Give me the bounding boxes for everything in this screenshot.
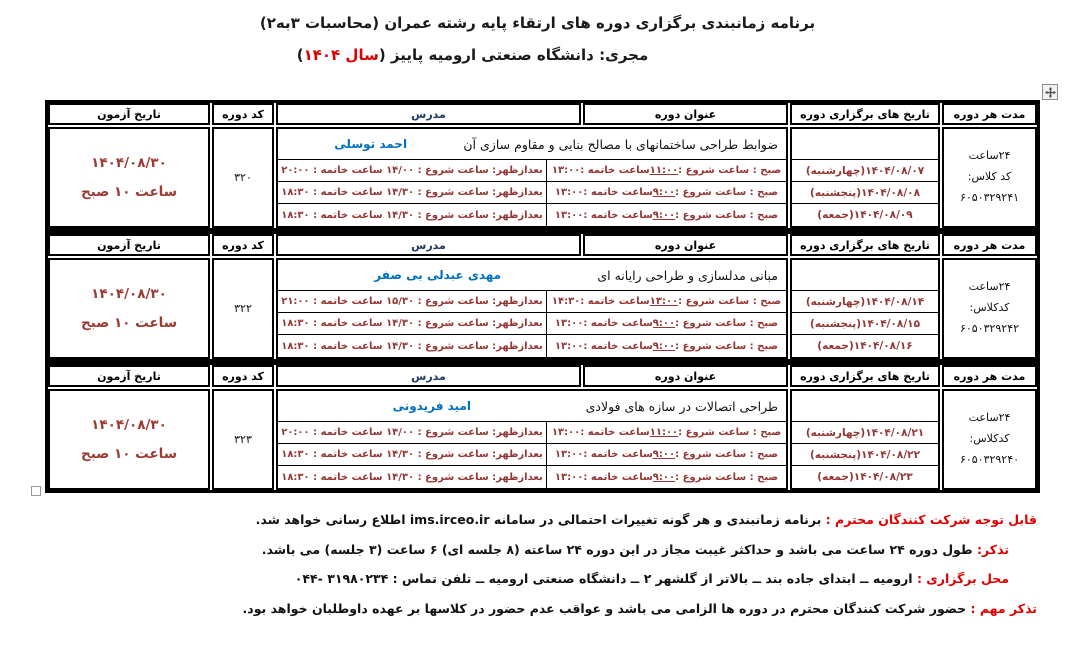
portal-domain: ims.irceo.ir: [409, 512, 490, 527]
morning-end-time: ۱۳:۰۰: [554, 187, 584, 198]
dates-cell: [790, 389, 940, 490]
exam-time: ساعت ۱۰ صبح: [80, 445, 178, 462]
course-block-1: [45, 100, 1040, 231]
morning-start-time: ۹:۰۰: [652, 449, 676, 460]
morning-start-time: ۱۱:۰۰: [649, 427, 679, 438]
morning-start-time: ۹:۰۰: [652, 187, 676, 198]
note-label: قابل توجه شرکت کنندگان محترم :: [825, 512, 1037, 527]
session-date: ۱۴۰۴/۰۸/۱۶(جمعه): [817, 340, 913, 352]
session-date: ۱۴۰۴/۰۸/۲۲(پنجشنبه): [792, 444, 938, 466]
table-resize-handle[interactable]: [31, 486, 41, 496]
header-dates: تاریخ های برگزاری دوره: [790, 365, 940, 387]
exam-time: ساعت ۱۰ صبح: [80, 183, 178, 200]
class-code-label: کدکلاس:: [969, 432, 1010, 446]
duration-cell: [942, 258, 1037, 359]
footer-notes: [37, 505, 1037, 623]
header-course-code: کد دوره: [212, 365, 274, 387]
morning-schedule: صبح : ساعت شروع : ۹:۰۰ ساعت خاتمه : ۱۳:۰۰: [546, 313, 786, 334]
table-move-handle-icon[interactable]: [1042, 84, 1058, 100]
header-course-code: کد دوره: [212, 234, 274, 256]
header-course-title: عنوان دوره: [583, 234, 788, 256]
morning-end-time: ۱۳:۰۰: [551, 427, 581, 438]
class-code-label: کدکلاس:: [969, 301, 1010, 315]
course-title: طراحی اتصالات در سازه های فولادی: [585, 398, 778, 414]
course-title: مبانی مدلسازی و طراحی رایانه ای: [597, 267, 778, 283]
header-duration: مدت هر دوره: [942, 234, 1037, 256]
exam-date: ۱۴۰۴/۰۸/۳۰: [91, 155, 167, 172]
morning-end-time: ۱۳:۰۰: [554, 318, 584, 329]
afternoon-schedule: بعدازظهر: ساعت شروع : ۱۴/۳۰ ساعت خاتمه : ۱۸:۳۰: [281, 449, 543, 460]
morning-end-time: ۱۳:۰۰: [554, 449, 584, 460]
header-exam-date: تاریخ آزمون: [48, 365, 210, 387]
morning-end-time: ۱۳:۰۰: [554, 471, 584, 483]
exam-date: ۱۴۰۴/۰۸/۳۰: [91, 286, 167, 303]
morning-start-time: ۹:۰۰: [652, 318, 676, 329]
header-duration: مدت هر دوره: [942, 103, 1037, 125]
morning-schedule: صبح : ساعت شروع : ۹:۰۰ ساعت خاتمه : ۱۳:۰۰: [546, 182, 786, 203]
dates-spacer: [792, 391, 938, 422]
course-code-cell: ۳۲۳: [212, 389, 274, 490]
session-date: ۱۴۰۴/۰۸/۲۱(چهارشنبه): [792, 422, 938, 444]
subtitle-year: سال ۱۴۰۴: [303, 46, 379, 64]
morning-schedule: صبح : ساعت شروع : ۹:۰۰ ساعت خاتمه : ۱۳:۰۰: [546, 466, 786, 488]
exam-date: ۱۴۰۴/۰۸/۳۰: [91, 417, 167, 434]
class-code: ۶۰۵۰۳۲۹۲۴۲: [959, 321, 1020, 335]
course-block-2: [45, 231, 1040, 362]
dates-cell: [790, 258, 940, 359]
instructor-name: امید فریدونی: [392, 399, 471, 413]
note-attention: قابل توجه شرکت کنندگان محترم : برنامه زمانبندی و هر گونه تغییرات احتمالی در سامانه ims.irceo.ir اطلاع رسانی خواهد شد.: [255, 512, 1037, 527]
morning-end-time: ۱۳:۰۰: [554, 209, 584, 221]
exam-date-cell: [48, 127, 210, 228]
session-date: ۱۴۰۴/۰۸/۱۴(چهارشنبه): [792, 291, 938, 313]
header-course-code: کد دوره: [212, 103, 274, 125]
header-instructor: مدرس: [276, 365, 581, 387]
page-title: برنامه زمانبندی برگزاری دوره های ارتقاء پایه رشته عمران (محاسبات ۳به۲): [259, 14, 816, 32]
header-dates: تاریخ های برگزاری دوره: [790, 234, 940, 256]
afternoon-schedule: بعدازظهر: ساعت شروع : ۱۴/۳۰ ساعت خاتمه : ۱۸:۳۰: [281, 471, 543, 483]
morning-schedule: صبح : ساعت شروع : ۹:۰۰ ساعت خاتمه : ۱۳:۰۰: [546, 444, 786, 465]
session-date: ۱۴۰۴/۰۸/۰۸(پنجشنبه): [792, 182, 938, 204]
morning-schedule: صبح : ساعت شروع : ۱۱:۰۰ ساعت خاتمه : ۱۳:۰۰: [546, 160, 786, 181]
course-code-cell: ۳۲۲: [212, 258, 274, 359]
note-important: تذکر مهم : حضور شرکت کنندگان محترم در دوره ها الزامی می باشد و عواقب عدم حضور در کلاسها بر عهده داوطلبان خواهد بود.: [242, 600, 1037, 616]
header-duration: مدت هر دوره: [942, 365, 1037, 387]
morning-start-time: ۹:۰۰: [652, 471, 676, 483]
morning-end-time: ۱۳:۰۰: [554, 340, 584, 352]
subtitle-close: ): [296, 46, 304, 64]
afternoon-schedule: بعدازظهر: ساعت شروع : ۱۴/۳۰ ساعت خاتمه : ۱۸:۳۰: [281, 187, 543, 198]
morning-end-time: ۱۳:۰۰: [551, 165, 581, 176]
morning-schedule: صبح : ساعت شروع : ۹:۰۰ ساعت خاتمه : ۱۳:۰۰: [546, 335, 786, 357]
note-label: تذکر:: [977, 541, 1009, 557]
session-date: ۱۴۰۴/۰۸/۰۷(چهارشنبه): [792, 160, 938, 182]
course-main-cell: [276, 258, 788, 359]
header-course-title: عنوان دوره: [583, 103, 788, 125]
course-main-cell: [276, 127, 788, 228]
duration-cell: [942, 127, 1037, 228]
course-title: ضوابط طراحی ساختمانهای با مصالح بنایی و مقاوم سازی آن: [463, 136, 778, 152]
class-code-label: کد کلاس:: [967, 170, 1012, 184]
afternoon-schedule: بعدازظهر: ساعت شروع : ۱۴/۰۰ ساعت خاتمه : ۲۰:۰۰: [281, 427, 543, 438]
afternoon-schedule: بعدازظهر: ساعت شروع : ۱۵/۳۰ ساعت خاتمه : ۲۱:۰۰: [281, 296, 543, 307]
course-block-3: [45, 362, 1040, 493]
exam-date-cell: [48, 389, 210, 490]
afternoon-schedule: بعدازظهر: ساعت شروع : ۱۴/۰۰ ساعت خاتمه : ۲۰:۰۰: [281, 165, 543, 176]
morning-start-time: ۱۳:۰۰: [649, 296, 679, 307]
session-date: ۱۴۰۴/۰۸/۱۵(پنجشنبه): [792, 313, 938, 335]
schedule-table: [45, 100, 1040, 493]
dates-cell: [790, 127, 940, 228]
note-venue: محل برگزاری : ارومیه ــ ابتدای جاده بند ــ بالاتر از گلشهر ۲ ــ دانشگاه صنعتی ارومیه ــ تلفن تماس : ۳۱۹۸۰۲۳۴ -۰۴۴: [294, 571, 1009, 586]
course-code-cell: ۳۲۰: [212, 127, 274, 228]
dates-spacer: [792, 260, 938, 291]
morning-end-time: ۱۴:۳۰: [551, 296, 581, 307]
subtitle-text: مجری: دانشگاه صنعتی ارومیه پاییز (: [378, 46, 649, 64]
morning-start-time: ۹:۰۰: [652, 209, 676, 221]
header-instructor: مدرس: [276, 234, 581, 256]
session-date: ۱۴۰۴/۰۸/۲۳(جمعه): [817, 471, 913, 483]
dates-spacer: [792, 129, 938, 160]
morning-schedule: صبح : ساعت شروع : ۱۱:۰۰ ساعت خاتمه : ۱۳:۰۰: [546, 422, 786, 443]
morning-start-time: ۱۱:۰۰: [649, 165, 679, 176]
header-instructor: مدرس: [276, 103, 581, 125]
duration-hours: ۲۴ساعت: [968, 280, 1011, 294]
note-label: تذکر مهم :: [970, 600, 1037, 616]
page-subtitle: [0, 46, 1010, 64]
note-duration-rule: تذکر: طول دوره ۲۴ ساعت می باشد و حداکثر غیبت مجاز در این دوره ۲۴ ساعته (۸ جلسه ای) ۶ ساعت (۳ جلسه) می باشد.: [261, 541, 1009, 557]
session-date: ۱۴۰۴/۰۸/۰۹(جمعه): [817, 209, 913, 221]
duration-hours: ۲۴ساعت: [968, 149, 1011, 163]
class-code: ۶۰۵۰۳۲۹۲۴۰: [959, 452, 1020, 466]
instructor-name: مهدی عبدلی بی صفر: [374, 268, 502, 282]
exam-time: ساعت ۱۰ صبح: [80, 314, 178, 331]
exam-date-cell: [48, 258, 210, 359]
morning-start-time: ۹:۰۰: [652, 340, 676, 352]
duration-cell: [942, 389, 1037, 490]
header-course-title: عنوان دوره: [583, 365, 788, 387]
morning-schedule: صبح : ساعت شروع : ۹:۰۰ ساعت خاتمه : ۱۳:۰۰: [546, 204, 786, 226]
header-dates: تاریخ های برگزاری دوره: [790, 103, 940, 125]
morning-schedule: صبح : ساعت شروع : ۱۳:۰۰ ساعت خاتمه : ۱۴:۳۰: [546, 291, 786, 312]
afternoon-schedule: بعدازظهر: ساعت شروع : ۱۴/۳۰ ساعت خاتمه : ۱۸:۳۰: [281, 318, 543, 329]
duration-hours: ۲۴ساعت: [968, 411, 1011, 425]
instructor-name: احمد توسلی: [334, 137, 408, 151]
afternoon-schedule: بعدازظهر: ساعت شروع : ۱۴/۳۰ ساعت خاتمه : ۱۸:۳۰: [281, 340, 543, 352]
header-exam-date: تاریخ آزمون: [48, 234, 210, 256]
class-code: ۶۰۵۰۳۲۹۲۴۱: [959, 190, 1020, 204]
course-main-cell: [276, 389, 788, 490]
afternoon-schedule: بعدازظهر: ساعت شروع : ۱۴/۳۰ ساعت خاتمه : ۱۸:۳۰: [281, 209, 543, 221]
note-label: محل برگزاری :: [916, 571, 1009, 586]
header-exam-date: تاریخ آزمون: [48, 103, 210, 125]
